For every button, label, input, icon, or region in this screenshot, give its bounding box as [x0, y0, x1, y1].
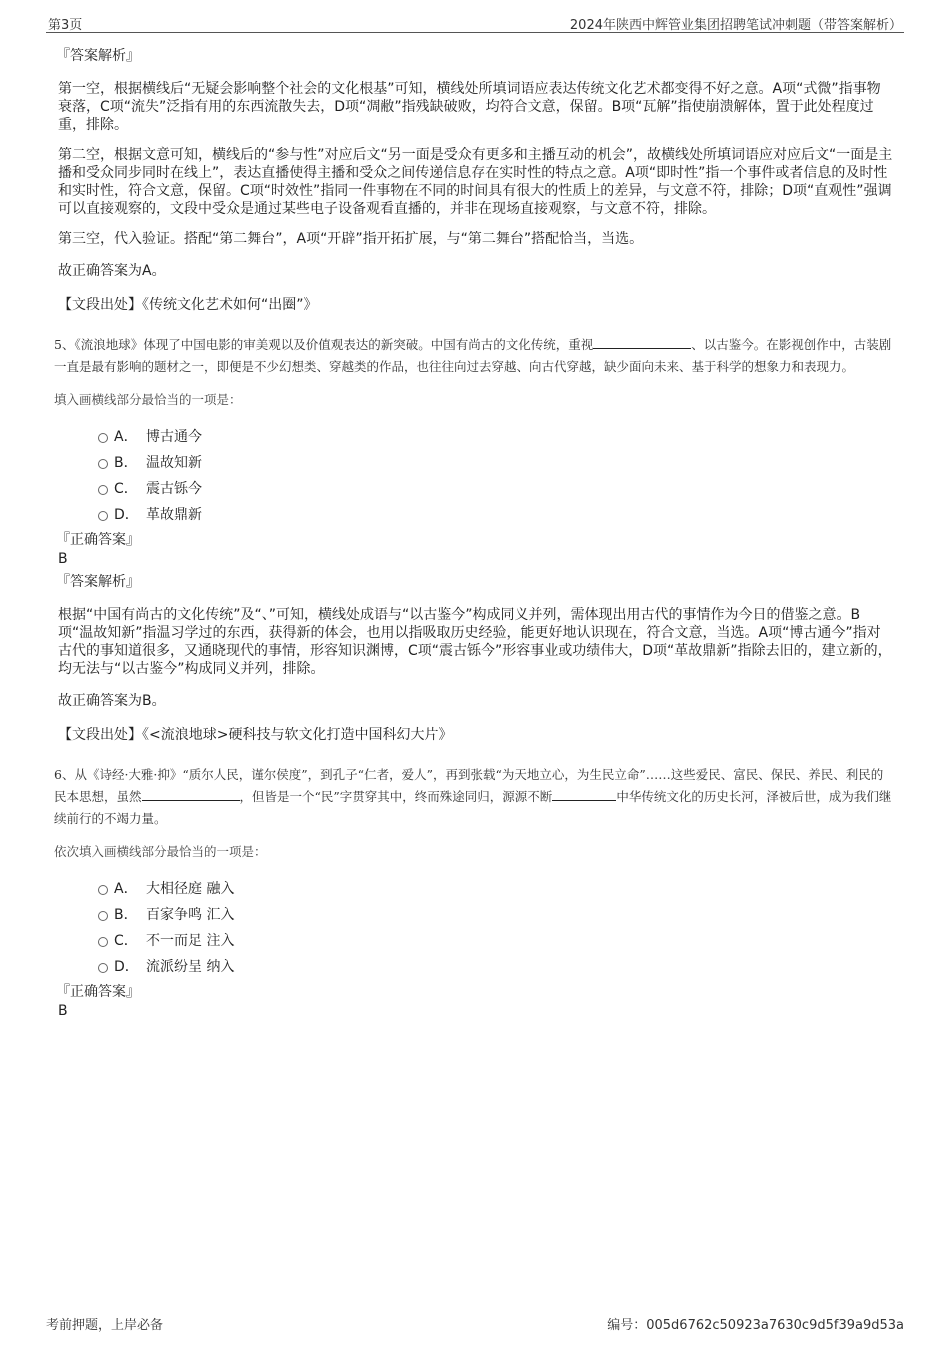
page-header	[46, 12, 904, 33]
radio-icon[interactable]	[98, 459, 108, 469]
option-a[interactable]: A． 大相径庭 融入	[56, 876, 894, 902]
correct-answer: B	[58, 551, 68, 567]
document-title: 2024年陕西中辉管业集团招聘笔试冲刺题（带答案解析）	[569, 18, 902, 33]
question-prompt: 依次填入画横线部分最恰当的一项是：	[54, 844, 267, 859]
correct-answer: B	[58, 1003, 68, 1019]
analysis-tag: 『答案解析』	[56, 48, 140, 64]
radio-icon[interactable]	[98, 485, 108, 495]
radio-icon[interactable]	[98, 433, 108, 443]
option-b[interactable]: B． 百家争鸣 汇入	[56, 902, 894, 928]
radio-icon[interactable]	[98, 937, 108, 947]
option-c[interactable]: C． 震古铄今	[56, 476, 894, 502]
radio-icon[interactable]	[98, 911, 108, 921]
analysis-paragraph: 第三空，代入验证。搭配“第二舞台”，A项“开辟”指开拓扩展，与“第二舞台”搭配恰当，当选。	[58, 231, 644, 247]
option-a[interactable]: A． 博古通今	[56, 424, 894, 450]
page-number: 第3页	[48, 18, 83, 33]
analysis-paragraph: 第二空，根据文意可知，横线后的“参与性”对应后文“另一面是受众有更多和主播互动的机会”，故横线处所填词语应对应后文“一面是主播和受众同步同时在线上”，表达直播使得主播和受众之间传递信息存在实时性的特点之意。A项“即时性”指一个事件或者信息的及时性和实时性，符合文意，保留。C项“时效性”指同一件事物在不同的时间具有很大的性质上的差异，与文意不符，排除；D项“直观性”强调可以直接观察的，文段中受众是通过某些电子设备观看直播的，并非在现场直接观察，与文意不符，排除。	[58, 147, 893, 217]
question-prompt: 填入画横线部分最恰当的一项是：	[54, 392, 242, 407]
option-b[interactable]: B． 温故知新	[56, 450, 894, 476]
fill-blank	[593, 334, 691, 349]
radio-icon[interactable]	[98, 511, 108, 521]
option-d[interactable]: D． 革故鼎新	[56, 502, 894, 528]
passage-source: 【文段出处】《<流浪地球>硬科技与软文化打造中国科幻大片》	[58, 727, 453, 743]
page-content	[56, 46, 894, 1020]
analysis-paragraph: 根据“中国有尚古的文化传统”及“、”可知，横线处成语与“以古鉴今”构成同义并列，需体现出用古代的事情作为今日的借鉴之意。B项“温故知新”指温习学过的东西，获得新的体会，也用以指吸取历史经验，能更好地认识现在，符合文意，当选。A项“博古通今”指对古代的事知道很多，又通晓现代的事情，形容知识渊博，C项“震古铄今”形容事业或功绩伟大，D项“革故鼎新”指除去旧的，建立新的，均无法与“以古鉴今”构成同义并列，排除。	[58, 607, 892, 677]
option-d[interactable]: D． 流派纷呈 纳入	[56, 954, 894, 980]
question-text: 5、《流浪地球》体现了中国电影的审美观以及价值观表达的新突破。中国有尚古的文化传统，重视 、以古鉴今。在影视创作中，古装剧一直是最有影响的题材之一，即便是不少幻想类、穿越类的作品，也往往向过去穿越、向古代穿越，缺少面向未来、基于科学的想象力和表现力。	[54, 334, 894, 378]
passage-source: 【文段出处】《传统文化艺术如何“出圈”》	[58, 297, 318, 313]
footer-slogan: 考前押题，上岸必备	[46, 1318, 164, 1333]
fill-blank	[552, 786, 616, 801]
document-code: 编号：005d6762c50923a7630c9d5f39a9d53a	[607, 1318, 904, 1333]
conclusion: 故正确答案为B。	[58, 693, 166, 709]
fill-blank	[142, 786, 240, 801]
analysis-tag: 『答案解析』	[56, 574, 140, 590]
radio-icon[interactable]	[98, 885, 108, 895]
radio-icon[interactable]	[98, 963, 108, 973]
option-c[interactable]: C． 不一而足 注入	[56, 928, 894, 954]
answer-tag: 『正确答案』	[56, 532, 140, 548]
analysis-paragraph: 第一空，根据横线后“无疑会影响整个社会的文化根基”可知，横线处所填词语应表达传统文化艺术都变得不好之意。A项“式微”指事物衰落，C项“流失”泛指有用的东西流散失去，D项“凋敝”指残缺破败，均符合文意，保留。B项“瓦解”指使崩溃解体，置于此处程度过重，排除。	[58, 81, 881, 133]
answer-tag: 『正确答案』	[56, 984, 140, 1000]
options-list	[56, 424, 894, 528]
conclusion: 故正确答案为A。	[58, 263, 166, 279]
question-text: 6、从《诗经·大雅·抑》“质尔人民，谨尔侯度”，到孔子“仁者，爱人”，再到张载“为天地立心，为生民立命”……这些爱民、富民、保民、养民、利民的民本思想，虽然 ，但皆是一个“民”字贯穿其中，终而殊途同归，源源不断 中华传统文化的历史长河，泽被后世，成为我们继续前行的不竭力量。	[54, 767, 892, 826]
options-list	[56, 876, 894, 980]
